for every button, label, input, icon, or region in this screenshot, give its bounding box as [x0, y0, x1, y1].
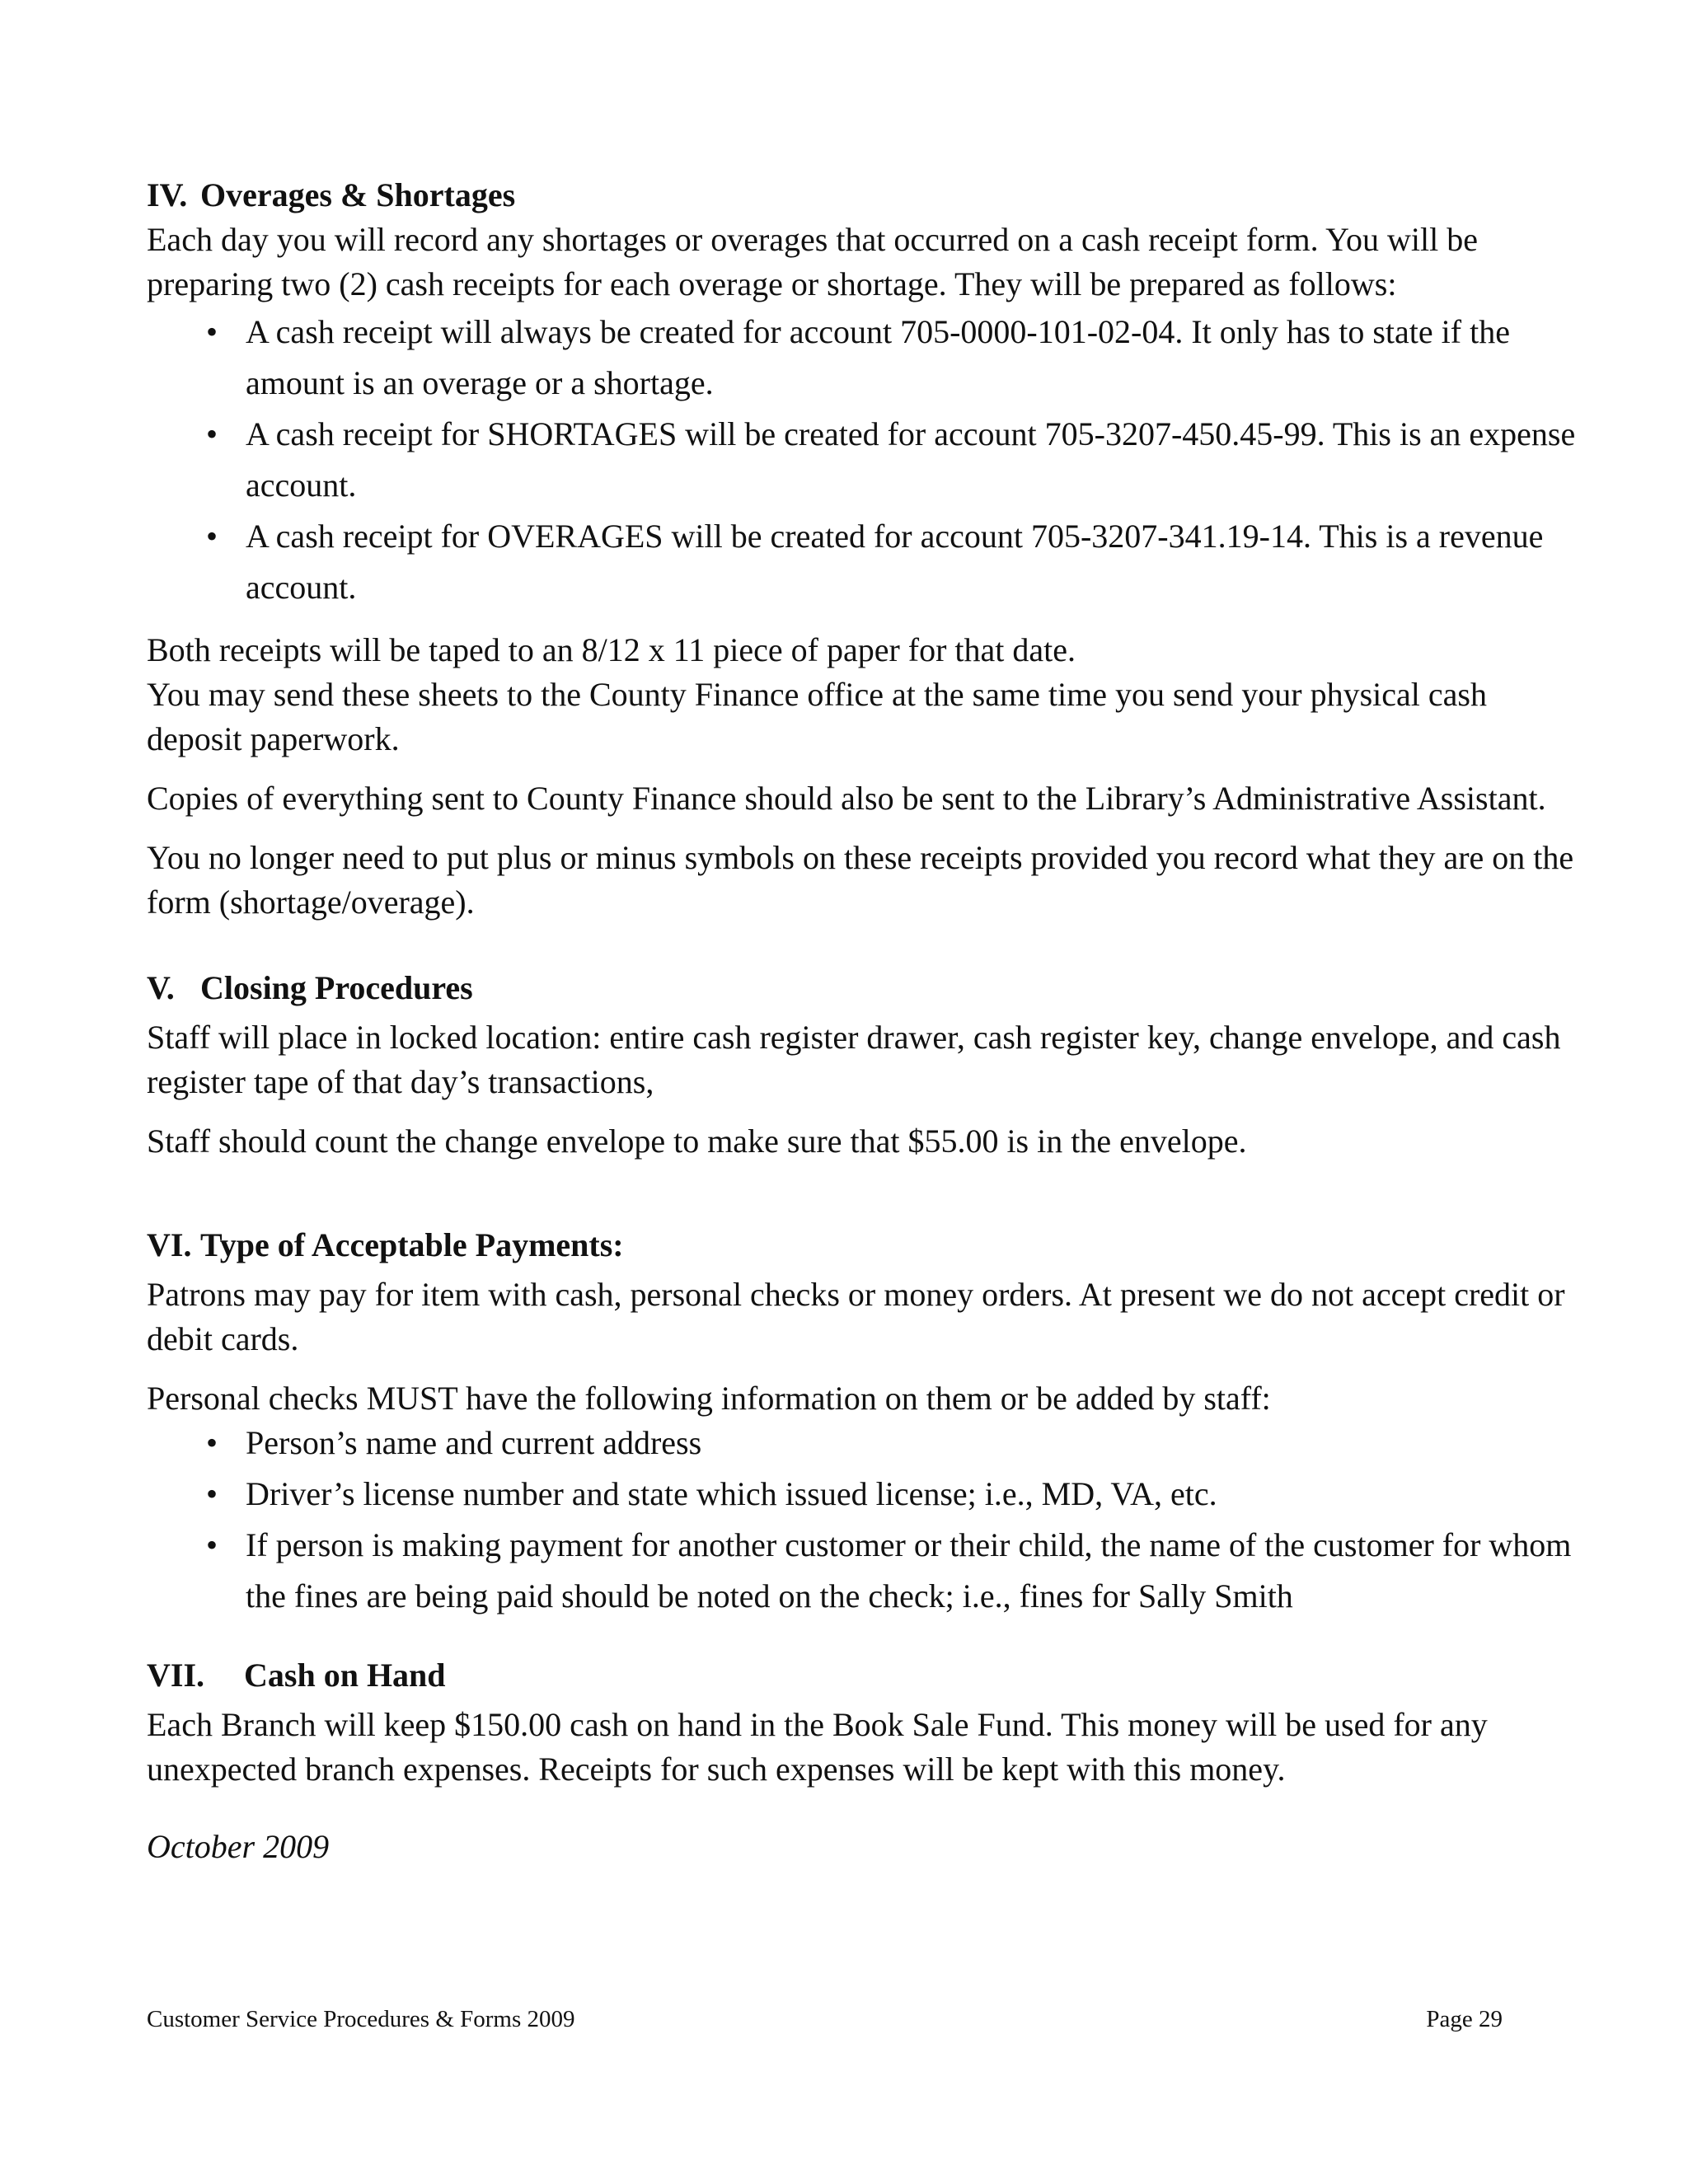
paragraph: You may send these sheets to the County Finance office at the same time you send your physical cash deposit paperwork.	[147, 676, 1487, 757]
section-number: IV.	[147, 176, 188, 213]
section-heading-closing-procedures	[147, 966, 1577, 1010]
paragraph: Copies of everything sent to County Finance should also be sent to the Library’s Administrative Assistant.	[147, 780, 1546, 817]
bullet-icon: •	[205, 1526, 218, 1563]
section-title: Closing Procedures	[200, 969, 473, 1006]
page-number: Page 29	[1426, 2006, 1503, 2032]
paragraph: Patrons may pay for item with cash, personal checks or money orders. At present we do not accept credit or debit cards.	[147, 1276, 1565, 1357]
section-title: Type of Acceptable Payments:	[200, 1226, 624, 1263]
bullet-icon: •	[205, 1475, 218, 1512]
section-number: V.	[147, 969, 175, 1006]
section-heading-cash-on-hand	[147, 1653, 1577, 1698]
bullet-icon: •	[205, 518, 218, 555]
paragraph: Both receipts will be taped to an 8/12 x 11 piece of paper for that date.	[147, 631, 1076, 668]
section-number: VII.	[147, 1657, 205, 1694]
section-number: VI.	[147, 1226, 192, 1263]
list-item: • A cash receipt will always be created for account 705-0000-101-02-04. It only has to state if the amount is an overage or a shortage.	[147, 307, 1577, 409]
bullet-icon: •	[205, 415, 218, 452]
paragraph: Each day you will record any shortages or overages that occurred on a cash receipt form. You will be preparing two (2) cash receipts for each overage or shortage. They will be prepared as follows:	[147, 221, 1479, 302]
list-item: • Driver’s license number and state which issued license; i.e., MD, VA, etc.	[147, 1469, 1577, 1520]
document-body	[147, 173, 1577, 1869]
paragraph: Personal checks MUST have the following information on them or be added by staff:	[147, 1380, 1271, 1417]
list-item: • A cash receipt for OVERAGES will be created for account 705-3207-341.19-14. This is a revenue account.	[147, 511, 1577, 613]
list-item: • If person is making payment for another customer or their child, the name of the customer for whom the fines are being paid should be noted on the check; i.e., fines for Sally Smith	[147, 1520, 1577, 1622]
paragraph: You no longer need to put plus or minus symbols on these receipts provided you record what they are on the form (shortage/overage).	[147, 839, 1574, 921]
paragraph: Staff will place in locked location: entire cash register drawer, cash register key, change envelope, and cash register tape of that day’s transactions,	[147, 1019, 1561, 1100]
bullet-icon: •	[205, 313, 218, 350]
footer-title: Customer Service Procedures & Forms 2009	[147, 2006, 575, 2032]
section-title: Cash on Hand	[244, 1657, 446, 1694]
bullet-icon: •	[205, 1424, 218, 1461]
paragraph: Each Branch will keep $150.00 cash on hand in the Book Sale Fund. This money will be used for any unexpected branch expenses. Receipts for such expenses will be kept with this money.	[147, 1706, 1488, 1788]
list-item: • A cash receipt for SHORTAGES will be created for account 705-3207-450.45-99. This is an expense account.	[147, 409, 1577, 511]
section-title: Overages & Shortages	[200, 176, 516, 213]
page-footer	[147, 2004, 1503, 2034]
section-heading-overages-shortages	[147, 173, 1577, 218]
paragraph: Staff should count the change envelope to make sure that $55.00 is in the envelope.	[147, 1122, 1247, 1160]
bullet-list	[147, 307, 1577, 613]
document-date: October 2009	[147, 1828, 330, 1865]
bullet-list	[147, 1418, 1577, 1622]
list-item: • Person’s name and current address	[147, 1418, 1577, 1469]
section-heading-acceptable-payments	[147, 1223, 1577, 1268]
